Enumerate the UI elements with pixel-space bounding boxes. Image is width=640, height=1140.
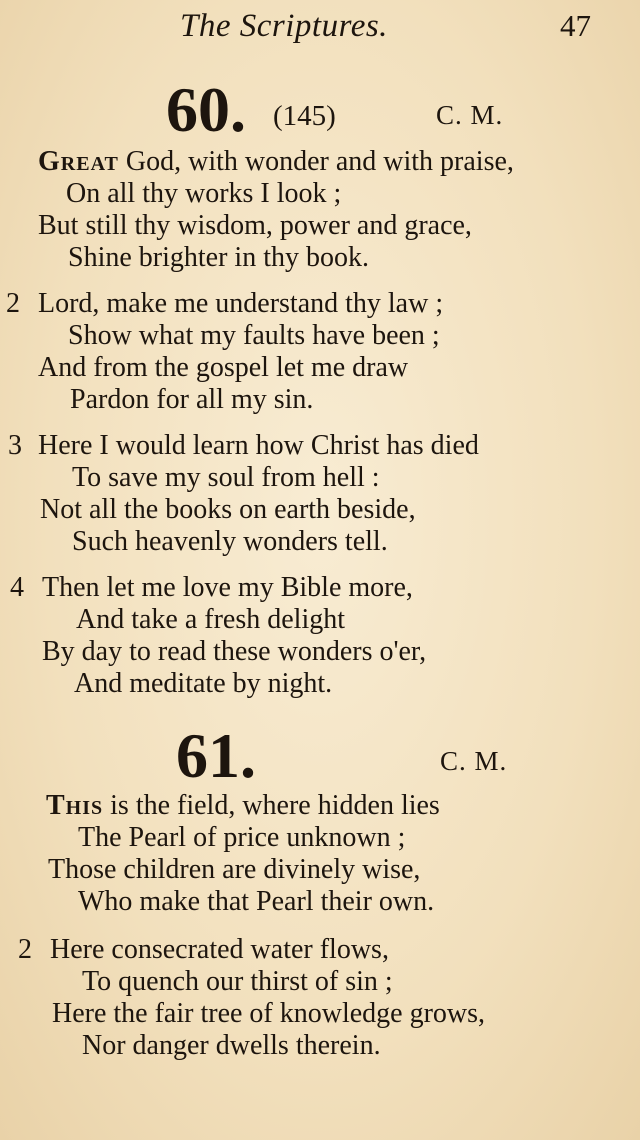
stanza-line: Not all the books on earth beside, [40,494,416,525]
stanza-line: And take a fresh delight [76,604,346,635]
stanza-line [46,790,440,822]
hymn-60-header [0,74,640,145]
stanza-line-text: is the field, where hidden lies [103,790,440,821]
hymn-reference: (145) [273,100,336,132]
stanza-first-word: Great [38,146,119,177]
stanza-line: Show what my faults have been ; [68,320,440,351]
stanza-line: And meditate by night. [74,668,333,699]
stanza-line: Then let me love my Bible more, [42,572,413,603]
stanza-line: Here the fair tree of knowledge grows, [52,998,486,1029]
stanza-line [38,146,514,178]
stanza-number: 4 [10,572,24,603]
stanza-line: Here consecrated water flows, [50,934,389,965]
stanza-line: Such heavenly wonders tell. [72,526,388,557]
stanza-line: Lord, make me understand thy law ; [38,288,444,319]
hymn-61-header [0,720,640,791]
stanza-line: The Pearl of price unknown ; [78,822,406,853]
hymn-meter: C. M. [440,746,508,776]
hymn-meter: C. M. [436,100,504,130]
stanza-line: Shine brighter in thy book. [68,242,369,273]
stanza-line: By day to read these wonders o'er, [42,636,427,667]
stanza-line: But still thy wisdom, power and grace, [38,210,472,241]
hymn-number: 61. [176,720,256,791]
stanza-line: To save my soul from hell : [72,462,380,493]
running-head-title: The Scriptures. [180,8,388,44]
stanza-line: Pardon for all my sin. [70,384,314,415]
stanza-line: Those children are divinely wise, [48,854,421,885]
stanza-first-word: This [46,790,104,821]
running-head [0,6,640,50]
stanza-line: To quench our thirst of sin ; [82,966,393,997]
hymn-number: 60. [166,74,246,145]
stanza-line: And from the gospel let me draw [38,352,409,383]
stanza-line: Who make that Pearl their own. [78,886,435,917]
stanza-number: 3 [8,430,22,461]
stanza-line: Here I would learn how Christ has died [38,430,479,461]
stanza-number: 2 [18,934,32,965]
stanza-line-text: God, with wonder and with praise, [118,146,514,177]
stanza-number: 2 [6,288,20,319]
stanza-line: Nor danger dwells therein. [82,1030,381,1061]
page-number: 47 [560,8,591,43]
stanza-line: On all thy works I look ; [66,178,342,209]
